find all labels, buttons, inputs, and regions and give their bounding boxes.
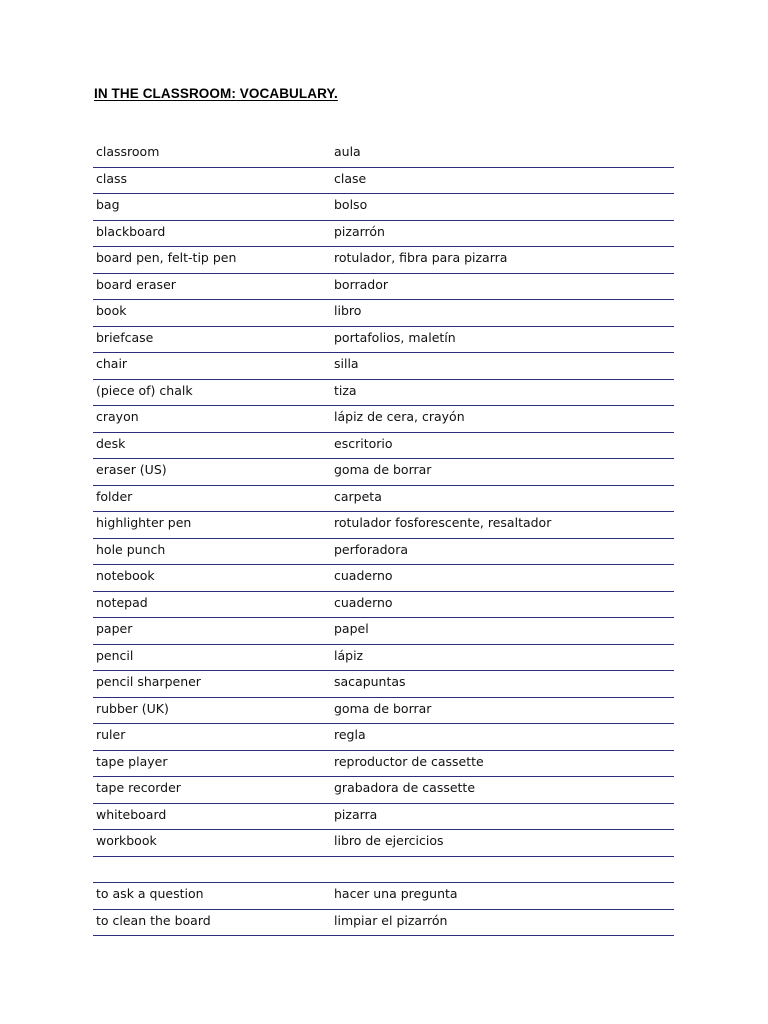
english-term: class <box>96 170 128 186</box>
english-term: eraser (US) <box>96 462 167 477</box>
table-row-blank <box>93 857 674 884</box>
spanish-translation: hacer una pregunta <box>334 886 458 901</box>
spanish-translation: pizarra <box>334 806 378 822</box>
table-row <box>93 406 674 433</box>
table-row <box>93 512 674 539</box>
spanish-translation: papel <box>334 621 369 636</box>
page-title: IN THE CLASSROOM: VOCABULARY. <box>94 86 338 101</box>
english-term: hole punch <box>96 541 166 557</box>
table-row <box>93 300 674 327</box>
table-row <box>93 592 674 619</box>
table-row <box>93 327 674 354</box>
spanish-translation: borrador <box>334 276 389 292</box>
english-term: book <box>96 303 127 318</box>
english-term: classroom <box>96 144 160 159</box>
table-row <box>93 486 674 513</box>
english-term: notebook <box>96 568 155 583</box>
english-term: whiteboard <box>96 806 167 822</box>
english-term: chair <box>96 356 128 371</box>
spanish-translation: cuaderno <box>334 594 393 610</box>
spanish-translation: libro <box>334 303 362 318</box>
spanish-translation: tiza <box>334 382 357 398</box>
table-row <box>93 883 674 910</box>
table-row <box>93 751 674 778</box>
spanish-translation: grabadora de cassette <box>334 780 476 795</box>
english-term: folder <box>96 488 133 504</box>
table-row <box>93 380 674 407</box>
table-row <box>93 698 674 725</box>
english-term: desk <box>96 435 126 451</box>
table-row <box>93 645 674 672</box>
table-row <box>93 141 674 168</box>
table-row <box>93 565 674 592</box>
english-term: notepad <box>96 594 148 610</box>
table-row <box>93 777 674 804</box>
table-row <box>93 539 674 566</box>
table-row <box>93 353 674 380</box>
spanish-translation: escritorio <box>334 435 393 451</box>
spanish-translation: goma de borrar <box>334 462 432 477</box>
english-term: blackboard <box>96 223 166 239</box>
english-term: paper <box>96 621 133 636</box>
english-term: briefcase <box>96 329 154 345</box>
spanish-translation: rotulador, fibra para pizarra <box>334 250 508 265</box>
english-term: crayon <box>96 409 139 424</box>
spanish-translation: limpiar el pizarrón <box>334 912 448 928</box>
table-row <box>93 168 674 195</box>
spanish-translation: bolso <box>334 197 368 212</box>
spanish-translation: sacapuntas <box>334 674 406 689</box>
spanish-translation: carpeta <box>334 488 382 504</box>
spanish-translation: pizarrón <box>334 223 385 239</box>
english-term: bag <box>96 197 120 212</box>
spanish-translation: cuaderno <box>334 568 393 583</box>
english-term: (piece of) chalk <box>96 382 193 398</box>
table-row <box>93 247 674 274</box>
spanish-translation: clase <box>334 170 367 186</box>
table-row <box>93 433 674 460</box>
english-term: board pen, felt-tip pen <box>96 250 237 265</box>
english-term: highlighter pen <box>96 515 192 530</box>
table-row <box>93 724 674 751</box>
spanish-translation: rotulador fosforescente, resaltador <box>334 515 552 530</box>
table-row <box>93 459 674 486</box>
table-row <box>93 221 674 248</box>
table-row <box>93 830 674 857</box>
table-row <box>93 274 674 301</box>
english-term: rubber (UK) <box>96 700 169 716</box>
spanish-translation: aula <box>334 144 361 159</box>
table-row <box>93 804 674 831</box>
spanish-translation: regla <box>334 727 366 742</box>
spanish-translation: goma de borrar <box>334 700 432 716</box>
table-row <box>93 910 674 937</box>
spanish-translation: lápiz <box>334 647 364 663</box>
spanish-translation: reproductor de cassette <box>334 753 484 769</box>
english-term: to ask a question <box>96 886 204 901</box>
english-term: tape recorder <box>96 780 181 795</box>
english-term: to clean the board <box>96 912 211 928</box>
vocabulary-table <box>93 141 674 936</box>
english-term: ruler <box>96 727 126 742</box>
english-term: board eraser <box>96 276 176 292</box>
english-term: tape player <box>96 753 168 769</box>
spanish-translation: portafolios, maletín <box>334 329 456 345</box>
spanish-translation: libro de ejercicios <box>334 833 444 848</box>
table-row <box>93 671 674 698</box>
english-term: workbook <box>96 833 157 848</box>
table-row <box>93 194 674 221</box>
table-row <box>93 618 674 645</box>
english-term: pencil <box>96 647 134 663</box>
spanish-translation: perforadora <box>334 541 408 557</box>
english-term: pencil sharpener <box>96 674 201 689</box>
spanish-translation: silla <box>334 356 359 371</box>
spanish-translation: lápiz de cera, crayón <box>334 409 465 424</box>
